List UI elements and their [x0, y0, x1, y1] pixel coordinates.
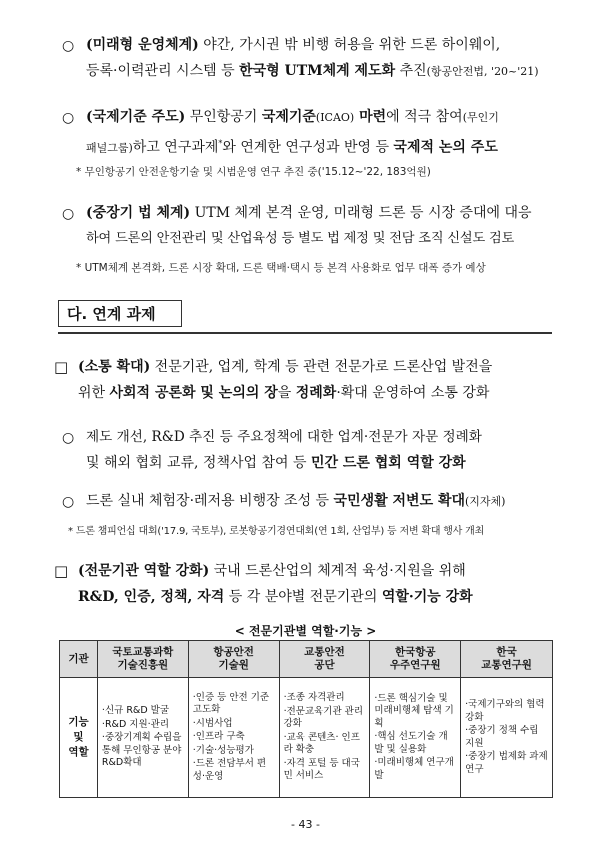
header-kiast: 항공안전 기술원	[188, 641, 279, 678]
footnote: * 드론 챔피언십 대회('17.9, 국토부), 로봇항공기경연대회(연 1회, 산업부) 등 저변 확대 행사 개최	[68, 526, 485, 537]
paragraph-association: 제도 개선, R&D 추진 등 주요정책에 대한 업계·전문가 자문 정례화 및 해외 협회 교류, 정책사업 참여 등 민간 드론 협회 역할 강화	[86, 429, 482, 471]
circle-bullet: ○	[62, 494, 75, 510]
paragraph-international-standard: (국제기준 주도) 무인항공기 국제기준(ICAO) 마련에 적극 참여(무인기 패널그룹)하고 연구과제*와 연계한 연구성과 반영 등 국제적 논의 주도	[86, 109, 499, 156]
table-caption: < 전문기관별 역할·기능 >	[234, 624, 377, 638]
header-ts: 교통안전 공단	[279, 641, 370, 678]
table-row	[60, 678, 553, 798]
square-bullet: □	[54, 358, 69, 376]
page-number: - 43 -	[291, 818, 320, 831]
para-heading: (소통 확대)	[78, 359, 151, 375]
paragraph-future-operation: (미래형 운영체계) 야간, 가시권 밖 비행 허용을 위한 드론 하이웨이, 등록·이력관리 시스템 등 한국형 UTM체계 제도화 추진(항공안전법, '20~'21)	[86, 37, 539, 79]
section-divider	[58, 332, 552, 334]
header-kari: 한국항공 우주연구원	[370, 641, 461, 678]
cell-ts: ·조종 자격관리 ·전문교육기관 관리 강화 ·교육 콘텐츠· 인프라 확충 ·자격 포털 등 대국민 서비스	[279, 678, 370, 798]
circle-bullet: ○	[62, 430, 75, 446]
table-header-row	[60, 641, 553, 678]
paragraph-long-term-law: (중장기 법 체계) UTM 체계 본격 운영, 미래형 드론 등 시장 증대에 대응 하여 드론의 안전관리 및 산업육성 등 별도 법 제정 및 전담 조직 신설도 검토	[86, 205, 532, 246]
para-heading: (전문기관 역할 강화)	[78, 563, 210, 579]
table-corner-header: 기관	[60, 641, 98, 678]
paragraph-expert-agencies: (전문기관 역할 강화) 국내 드론산업의 체계적 육성·지원을 위해 R&D, 인증, 정책, 자격 등 각 분야별 전문기관의 역할·기능 강화	[78, 563, 473, 605]
circle-bullet: ○	[62, 110, 75, 126]
section-title: 다. 연계 과제	[58, 300, 182, 327]
row-label: 기능 및 역할	[60, 678, 98, 798]
header-kaia: 국토교통과학 기술진흥원	[97, 641, 188, 678]
circle-bullet: ○	[62, 206, 75, 222]
para-heading: (중장기 법 체계)	[86, 205, 191, 221]
circle-bullet: ○	[62, 38, 75, 54]
square-bullet: □	[54, 562, 69, 580]
header-koti: 한국 교통연구원	[461, 641, 553, 678]
paragraph-public-base: 드론 실내 체험장·레저용 비행장 조성 등 국민생활 저변도 확대(지자체)	[86, 493, 506, 509]
roles-table	[59, 640, 553, 798]
paragraph-communication: (소통 확대) 전문기관, 업계, 학계 등 관련 전문가로 드론산업 발전을 위한 사회적 공론화 및 논의의 장을 정례화·확대 운영하여 소통 강화	[78, 359, 493, 401]
footnote: * 무인항공기 안전운항기술 및 시범운영 연구 추진 중('15.12~'22, 183억원)	[76, 166, 431, 178]
footnote: * UTM체계 본격화, 드론 시장 확대, 드론 택배·택시 등 본격 사용화로 업무 대폭 증가 예상	[76, 262, 486, 274]
cell-kiast: ·인증 등 안전 기준 고도화 ·시범사업 ·인프라 구축 ·기술·성능평가 ·드론 전담부서 편성·운영	[188, 678, 279, 798]
cell-kari: ·드론 핵심기술 및 미래비행체 탐색 기획 ·핵심 선도기술 개발 및 실용화 ·미래비행체 연구개발	[370, 678, 461, 798]
cell-koti: ·국제기구와의 협력 강화 ·중장기 정책 수립 지원 ·중장기 법제화 과제 연구	[461, 678, 553, 798]
para-heading: (미래형 운영체계)	[86, 37, 199, 53]
para-heading: (국제기준 주도)	[86, 109, 186, 125]
cell-kaia: ·신규 R&D 발굴 ·R&D 지원·관리 ·중장기계획 수립을 통해 무인항공 분야 R&D확대	[97, 678, 188, 798]
